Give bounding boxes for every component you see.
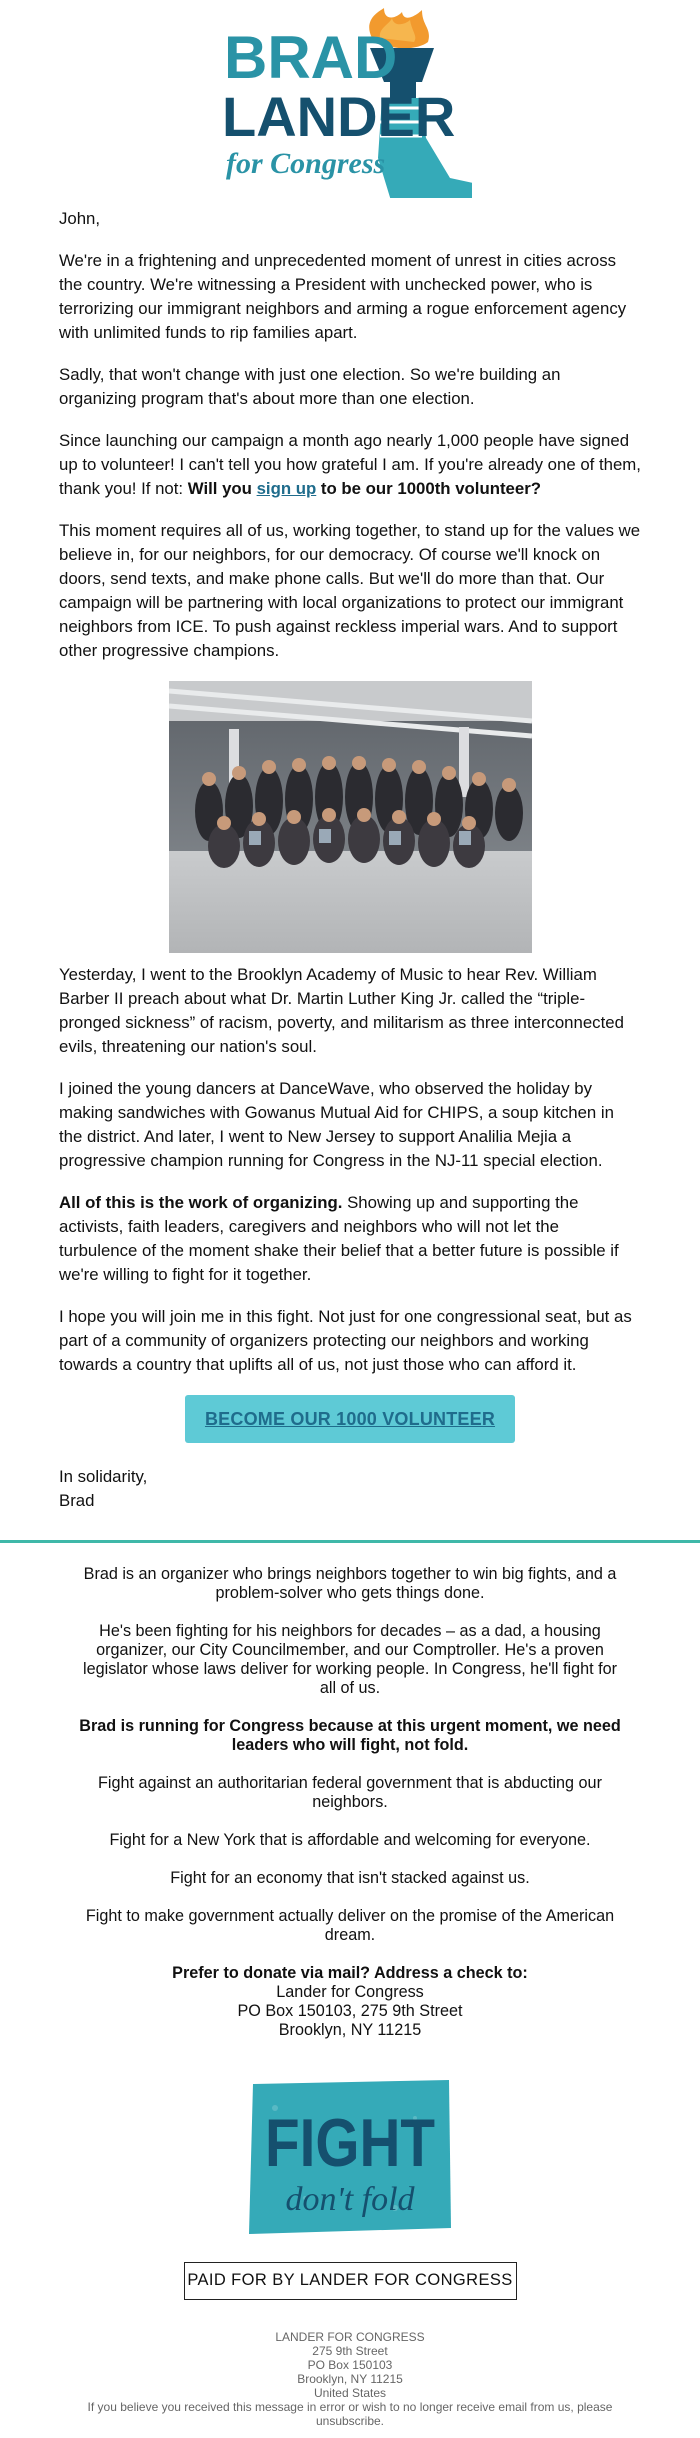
paragraph-5: Yesterday, I went to the Brooklyn Academy of Music to hear Rev. William Barber II preach about what Dr. Martin Luther King Jr. called the “triple-pronged sickness” of racism, poverty, and militarism as three interconnected evils, threatening our nation's soul. (59, 965, 624, 1056)
fight-item-3: Fight for an economy that isn't stacked against us. (170, 1869, 530, 1887)
email-body (0, 207, 700, 1513)
paragraph-3-ask-b: to be our 1000th volunteer? (316, 479, 541, 498)
signoff-line: In solidarity, (59, 1467, 148, 1486)
fight-item-4: Fight to make government actually deliver on the promise of the American dream. (85, 1907, 615, 1944)
logo-tagline: for Congress (226, 147, 386, 180)
mail-line-2: PO Box 150103, 275 9th Street (237, 2002, 463, 2020)
brand-logo (0, 0, 700, 205)
signoff (59, 1465, 641, 1513)
paragraph-8: I hope you will join me in this fight. Not just for one congressional seat, but as part of a community of organizers protecting our neighbors and working towards a country that uplifts all of us, not just those who can afford it. (59, 1307, 632, 1374)
volunteer-group-photo (169, 681, 532, 953)
paragraph-2: Sadly, that won't change with just one election. So we're building an organizing program that's about more than one election. (59, 365, 561, 408)
greeting: John, (59, 209, 101, 228)
paragraph-3-text: Since launching our campaign a month ago nearly 1,000 people have signed up to volunteer! I can't tell you how grateful I am. If you're already one of them, thank you! If not: (59, 431, 641, 498)
fight-item-1: Fight against an authoritarian federal government that is abducting our neighbors. (98, 1774, 602, 1811)
paragraph-3-ask-a: Will you (187, 479, 257, 498)
mailing-address (0, 2330, 700, 2438)
paragraph-6: I joined the young dancers at DanceWave, who observed the holiday by making sandwiches with Gowanus Mutual Aid for CHIPS, a soup kitchen in the district. And later, I went to New Jersey to support Analilia Mejia a progressive champion running for Congress in the NJ-11 special election. (59, 1079, 614, 1170)
about-brad (0, 1565, 700, 2040)
fight-item-2: Fight for a New York that is affordable and welcoming for everyone. (109, 1831, 591, 1849)
about-paragraph-1: Brad is an organizer who brings neighbors together to win big fights, and a problem-solver who gets things done. (83, 1565, 617, 1602)
mail-donation (75, 1964, 625, 2040)
torch-logo-graphic (222, 8, 472, 198)
fight-word: FIGHT (265, 2105, 435, 2181)
cta-row (59, 1395, 641, 1443)
about-paragraph-3: Brad is running for Congress because at this urgent moment, we need leaders who will fight, not fold. (79, 1717, 621, 1754)
paragraph-3 (59, 429, 641, 501)
mail-line-3: Brooklyn, NY 11215 (278, 2021, 422, 2039)
become-volunteer-button[interactable]: BECOME OUR 1000 VOLUNTEER (185, 1395, 515, 1443)
paragraph-7 (59, 1191, 641, 1287)
mail-line-1: Lander for Congress (276, 1983, 424, 2001)
dont-fold-words: don't fold (285, 2181, 415, 2218)
paragraph-1: We're in a frightening and unprecedented moment of unrest in cities across the country. We're witnessing a President with unchecked power, who is terrorizing our immigrant neighbors and arming a rogue enforcement agency with unlimited funds to rip families apart. (59, 251, 627, 342)
paragraph-7-lead: All of this is the work of organizing. (59, 1193, 343, 1212)
logo-word-lander: LANDER (222, 85, 456, 148)
section-divider (0, 1540, 700, 1543)
unsubscribe-note[interactable]: If you believe you received this message in error or wish to no longer receive email from us, please unsubscribe. (87, 2400, 613, 2428)
address-box: PO Box 150103 (307, 2358, 393, 2372)
paragraph-4: This moment requires all of us, working together, to stand up for the values we believe in, for our neighbors, for our democracy. Of course we'll knock on doors, send texts, and make phone calls. But we'll do more than that. Our campaign will be partnering with local organizations to protect our immigrant neighbors from ICE. To push against reckless imperial wars. And to support other progressive champions. (59, 521, 641, 660)
sign-up-link[interactable]: sign up (256, 479, 317, 498)
address-org: LANDER FOR CONGRESS (275, 2330, 425, 2344)
paid-for-disclaimer: PAID FOR BY LANDER FOR CONGRESS (184, 2262, 517, 2300)
mail-heading: Prefer to donate via mail? Address a check to: (172, 1964, 528, 1982)
logo-word-brad: BRAD (224, 24, 398, 91)
fight-dont-fold-logo (245, 2078, 455, 2238)
address-city: Brooklyn, NY 11215 (297, 2372, 403, 2386)
signature: Brad (59, 1491, 95, 1510)
address-street: 275 9th Street (312, 2344, 388, 2358)
paragraph-7-text: Showing up and supporting the activists, faith leaders, caregivers and neighbors who will not let the turbulence of the moment shake their belief that a better future is possible if we're willing to fight for it together. (59, 1193, 619, 1284)
about-paragraph-2: He's been fighting for his neighbors for decades – as a dad, a housing organizer, our City Councilmember, and our Comptroller. He's a proven legislator whose laws deliver for working people. In Congress, he'll fight for all of us. (83, 1622, 617, 1697)
address-country: United States (313, 2386, 387, 2400)
